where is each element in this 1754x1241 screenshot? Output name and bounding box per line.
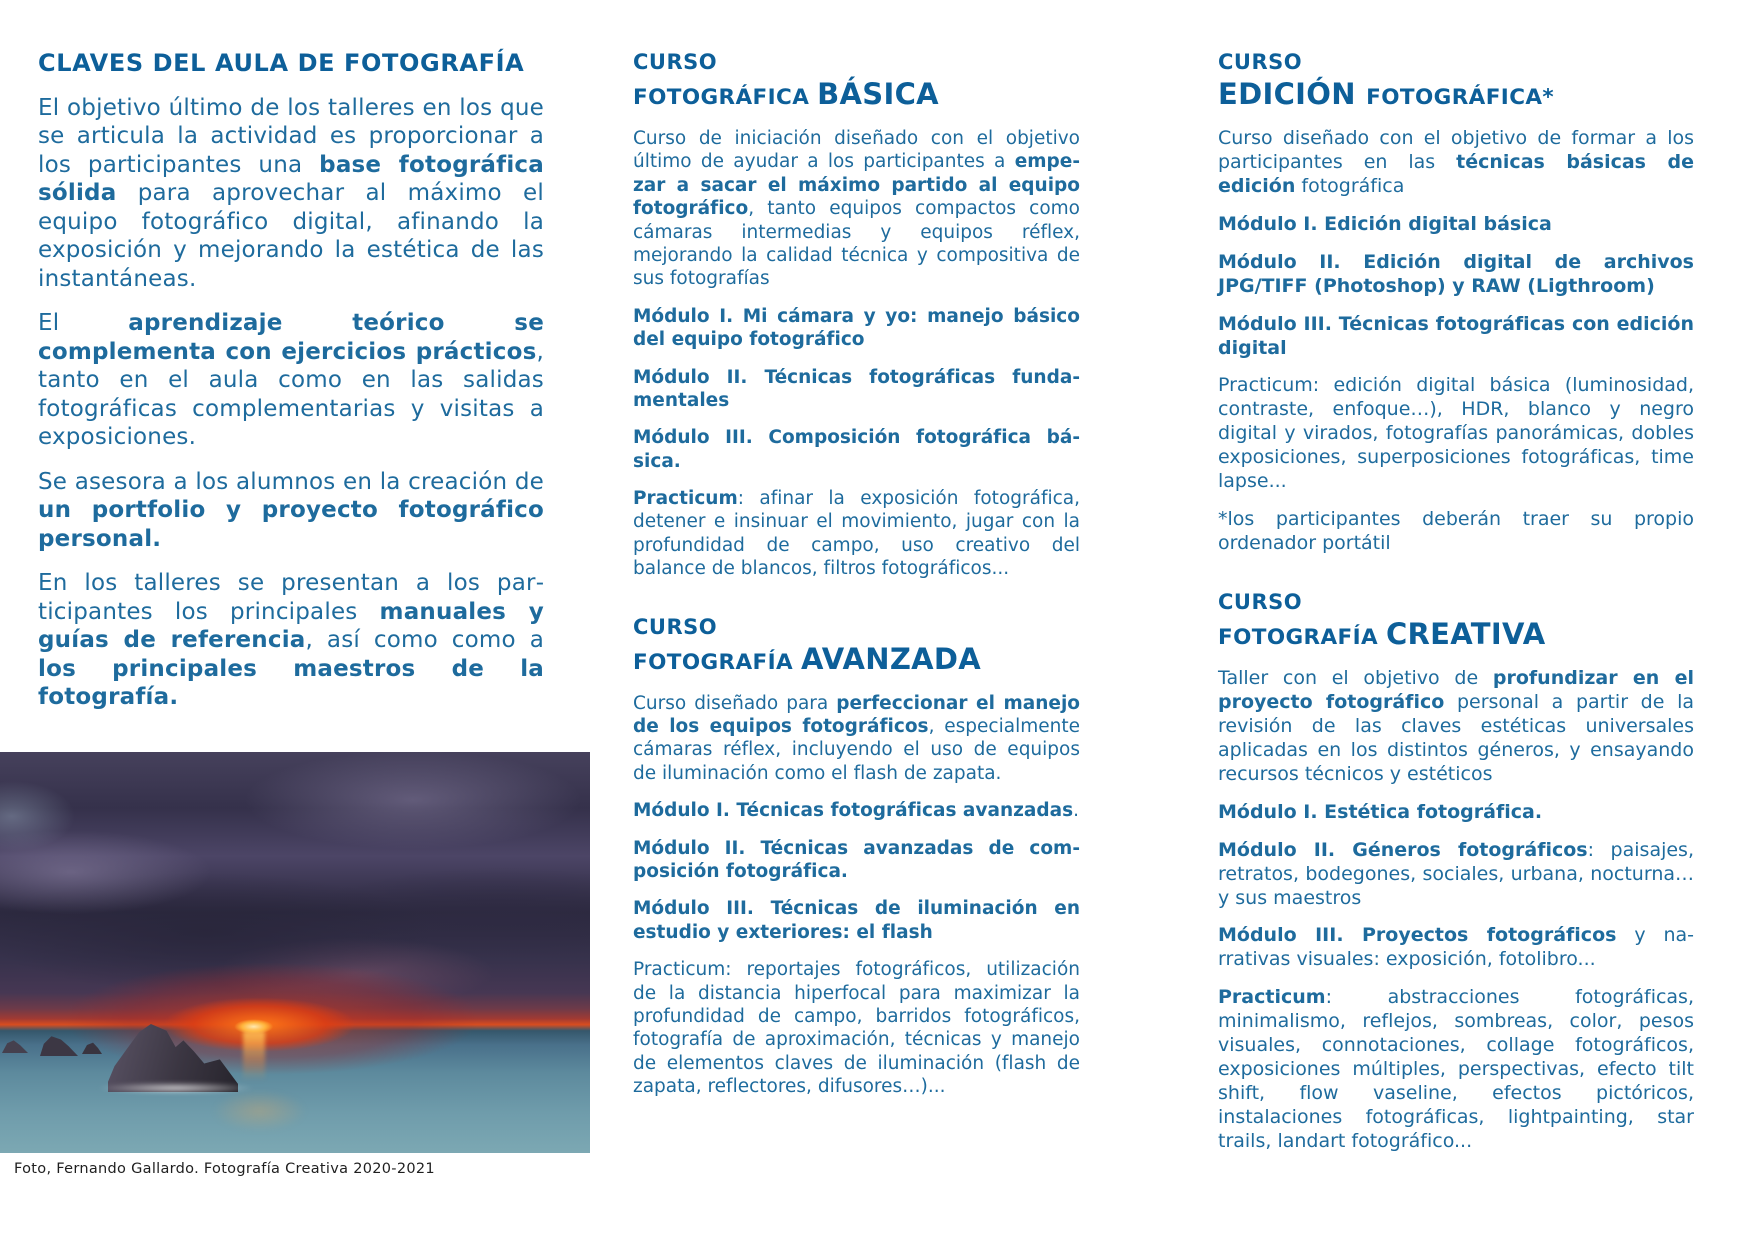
module-item: Módulo I. Mi cámara y yo: manejo básico del equipo fotográfico [633, 305, 1080, 351]
rock-formation-small [40, 1034, 78, 1056]
course-kicker: CURSO [1218, 50, 1303, 74]
course-header [1218, 50, 1694, 112]
photo-caption: Foto, Fernando Gallardo. Fotografía Creativa 2020-2021 [14, 1161, 435, 1177]
course-intro: Taller con el objetivo de profundizar en el proyecto fotográfico personal a partir de la revisión de las claves estéticas universales aplicadas en los distintos géneros, y ensayando recursos técnicos y estéticos [1218, 667, 1694, 785]
laptop-note: *los participantes deberán traer su propio ordenador portátil [1218, 508, 1694, 555]
course-fotografica-basica [633, 50, 1080, 581]
module-item: Módulo III. Técnicas fotográficas con edición digital [1218, 312, 1694, 359]
paragraph-objetivo: El objetivo último de los talleres en los que se articula la actividad es proporcionar a los participantes una base fotográfica sólida para aprovechar al máximo el equipo fotográfico digital, afinando la exposición y mejorando la estética de las instantáneas. [38, 94, 544, 292]
course-fotografia-creativa [1218, 590, 1694, 1154]
paragraph-portfolio: Se asesora a los alumnos en la creación de un portfolio y proyecto fotográfico personal. [38, 468, 544, 552]
module-item: Módulo II. Técnicas fotográficas fundamentales [633, 366, 1080, 411]
sun-reflection-wide [212, 1090, 307, 1132]
course-kicker: CURSO [633, 50, 718, 74]
module-item: Módulo III. Proyectos fotográficos y narrativas visuales: exposición, fotolibro... [1218, 924, 1694, 971]
practicum-paragraph: Practicum: afinar la exposición fotográfica, detener e insinuar el movimiento, jugar con la profundidad de campo, uso creativo del balance de blancos, filtros fotográficos... [633, 488, 1080, 580]
module-item: Módulo III. Composición fotográfica básica. [633, 427, 1080, 472]
module-item: Módulo II. Técnicas avanzadas de composición fotográfica. [633, 837, 1080, 882]
course-title: EDICIÓN FOTOGRÁFICA* [1218, 77, 1555, 112]
sun-reflection [243, 1031, 265, 1081]
course-title: FOTOGRAFÍA AVANZADA [633, 641, 982, 676]
rock-formation-small [82, 1042, 102, 1054]
module-item: Módulo II. Edición digital de archivos JPG/TIFF (Photoshop) y RAW (Ligthroom) [1218, 250, 1694, 297]
course-intro: Curso de iniciación diseñado con el objetivo último de ayudar a los participantes a empezar a sacar el máximo partido al equipo fotográfico, tanto equipos compactos como cámaras intermedias y equipos réflex, mejorando la calidad técnica y compositiva de sus fotografías [633, 127, 1080, 290]
section-heading: CLAVES DEL AULA DE FOTOGRAFÍA [38, 49, 525, 77]
module-item: Módulo I. Técnicas fotográficas avanzadas. [633, 800, 1079, 822]
paragraph-manuales: En los talleres se presentan a los participantes los principales manuales y guías de referencia, así como como a los principales maestros de la fotografía. [38, 570, 545, 711]
course-title: FOTOGRAFÍA CREATIVA [1218, 617, 1546, 652]
course-header [633, 50, 1080, 112]
module-item: Módulo I. Edición digital básica [1218, 212, 1552, 235]
course-kicker: CURSO [1218, 590, 1303, 615]
paragraph-aprendizaje: El aprendizaje teórico se complementa con ejercicios prácticos, tanto en el aula como en las salidas fotográficas complementarias y visitas a exposiciones. [38, 310, 544, 451]
practicum-paragraph: Practicum: edición digital básica (luminosidad, contraste, enfoque…), HDR, blanco y negro digital y virados, fotografías panorámicas, dobles exposiciones, superposiciones fotográficas, time lapse... [1218, 374, 1694, 493]
column-cursos-edicion-creativa [1218, 50, 1694, 1168]
course-header [1218, 590, 1694, 652]
course-fotografia-avanzada [633, 615, 1080, 1099]
practicum-paragraph: Practicum: reportajes fotográficos, utilización de la distancia hiperfocal para maximizar la profundidad de campo, barridos fotográficos, fotografía de aproximación, técnicas y manejo de elementos claves de iluminación (flash de zapata, reflectores, difusores…)... [633, 959, 1080, 1098]
photo-figure [0, 752, 590, 1178]
course-edicion-fotografica [1218, 50, 1694, 556]
course-title: FOTOGRÁFICA BÁSICA [633, 77, 939, 112]
rock-formation-small [2, 1039, 28, 1053]
module-item: Módulo I. Estética fotográfica. [1218, 800, 1543, 823]
course-intro: Curso diseñado con el objetivo de formar a los participantes en las técnicas básicas de edición fotográfica [1218, 126, 1694, 197]
module-item: Módulo II. Géneros fotográficos: paisajes, retratos, bodegones, sociales, urbana, nocturna…y sus maestros [1218, 838, 1694, 909]
column-cursos-basica-avanzada [633, 50, 1080, 1112]
sunset-seascape-photo [0, 752, 590, 1153]
course-kicker: CURSO [633, 614, 718, 639]
module-item: Módulo III. Técnicas de iluminación en estudio y exteriores: el flash [633, 898, 1080, 943]
column-claves [38, 50, 544, 728]
course-header [633, 615, 1080, 677]
practicum-paragraph: Practicum: abstracciones fotográficas, minimalismo, reflejos, sombreas, color, pesos visuales, connotaciones, collage fotográficos, exposiciones múltiples, perspectivas, efecto tilt shift, flow vaseline, efectos pictóricos, instalaciones fotográficas, lightpainting, star trails, landart fotográfico... [1218, 986, 1694, 1152]
course-intro: Curso diseñado para perfeccionar el manejo de los equipos fotográficos, especialmente cámaras réflex, incluyendo el uso de equipos de iluminación como el flash de zapata. [633, 692, 1080, 784]
